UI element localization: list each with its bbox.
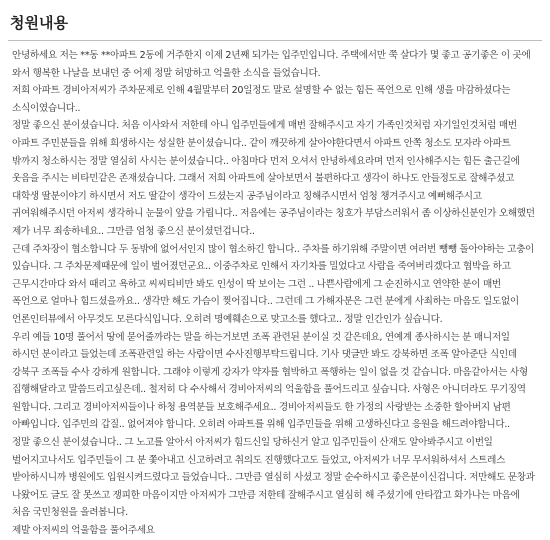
paragraph-intro: 안녕하세요 저는 **동 **아파트 2동에 거주한지 이제 2년째 되가는 입주민입니다. 주택에서만 쭉 살다가 몇 좋고 공기좋은 이 곳에 와서 행복한 나날을 보내던 중 어제 정말 허망하고 억울한 소식을 들었습니다. (12, 50, 531, 79)
page-title: 청원내용 (10, 14, 68, 32)
paragraph-parking: 근데 주차장이 협소합니다 두 동밖에 없어서인지 많이 협소하긴 합니다.. 주차를 하기위해 주말이면 여러번 뺑뺑 돌아야하는 고충이 있습니다. 그 주차문제때문에 일이 벌어졌던군요.. 이중주차로 인해서 자기차를 밀었다고 사람을 죽여버리겠다고 협박을 하고 근무시간마다 와서 때리고 욕하고 씨씨티비만 봐도 인성이 딱 보이는 그런 .. 나쁜사람에게 그 순진하시고 연약한 분이 매번 폭언으로 얼마나 힘드셨을까요.. 생각만 해도 가슴이 찢어집니다.. 그런데 그 가해자분은 그런 분에게 사죄하는 마음도 일도없이 언론인터뷰에서 아무것도 모른다식입니다. 오히려 명예훼손으로 맞고소를 했다고.. 정말 인간인가 싶습니다. (12, 243, 535, 325)
paragraph-memories: 정말 좋으신 분이셨습니다. 처음 이사와서 저한테 아니 입주민들에게 매번 잘해주시고 자기 가족인것처럼 자기일인것처럼 매번 아파트 주민분들을 위해 희생하시는 성실한 분이셨습니다.. 같이 깨끗하게 살아야한다면서 아파트 안쪽 청소도 모자라 아파트 밖까지 청소하시는 정말 열심히 사시는 분이셨습니다.. 아침마다 먼저 오셔서 안녕하세요라며 먼저 인사해주시는 힘든 출근길에 웃음을 주시는 비타민같은 존재셨습니다. 그래서 저희 아파트에 살아보면서 불편하다고 생각이 하나도 안들정도로 잘해주셨고 대학생 딸분이야기 하시면서 저도 딸같이 생각이 드셨는지 공주님이라고 칭해주시면서 엄청 챙겨주시고 예뻐해주시고 귀여워해주시던 아저씨 생각하니 눈물이 앞을 가립니다.. 저음에는 공주님이라는 칭호가 부담스러워서 좀 이상하신분인가 오해했던 제가 너무 죄송하네요.. 그만큼 엄청 좋으신 분이셨던겁니다.. (12, 120, 535, 237)
paragraph-plea: 제발 아저씨의 억울함을 풀어주세요 (12, 525, 155, 537)
petition-body (8, 47, 542, 540)
paragraph-request: 우리 예들 10명 풀어서 땅에 묻어줄까라는 말을 하는거보면 조폭 관련된 분이실 것 같은데요, 연예계 종사하시는 분 매니저일 하시던 분이라고 들었는데 조폭관련일 하는 사람이면 수사진행부탁드립니다. 기사 댓글만 봐도 강북하면 조폭 알아준단 식인데 강북구 조폭들 수사 강하게 원합니다. 그래야 이렇게 강자가 약자를 협박하고 폭행하는 일이 없을 것 같습니다. 마음같아서는 사형 집행해달라고 말씀드리고싶은데.. 철저히 다 수사해서 경비아저씨의 억울함을 풀어드리고 싶습니다. 사형은 아니더라도 무기징역 원합니다. 그리고 경비아저씨들이나 하청 용역분들 보호해주세요.. 경비아저씨들도 한 가정의 사랑받는 소중한 할아버지 남편 아빠입니다. 입주민의 갑질.. 없어져야 합니다. 오히려 아파트를 위해 입주민들을 위해 고생하신다고 응원을 해드려야합니다.. (12, 331, 528, 431)
paragraph-closing: 정말 좋으신 분이셨습니다.. 그 노고를 알아서 아저씨가 힘드신일 당하신거 알고 입주민들이 산재도 알아봐주시고 이번일 벌어지고나서도 입주민들이 그 분 쫓아내고 신고하려고 취의도 진행했다고도 들었고, 아저씨가 너무 무서워하셔서 스트레스 받아하시니까 병원에도 입원시켜드렸다고 들었습니다.. 그만큼 열심히 사셨고 정말 순수하시고 좋은분이신겁니다. 저만해도 문창과 나왔어도 글도 잘 못쓰고 쟁피한 마음이지만 아저씨가 그만큼 저한테 잘해주시고 열심히 해 주셨기에 안타깝고 화가나는 마음에 처음 국민청원을 올려봅니다. (12, 437, 535, 519)
title-divider (8, 40, 542, 41)
paragraph-incident: 저희 아파트 경비아저씨가 주차문제로 인해 4월말부터 20일정도 말로 설명할 수 없는 힘든 폭언으로 인해 생을 마감하셨다는 소식이였습니다.. (12, 85, 511, 114)
